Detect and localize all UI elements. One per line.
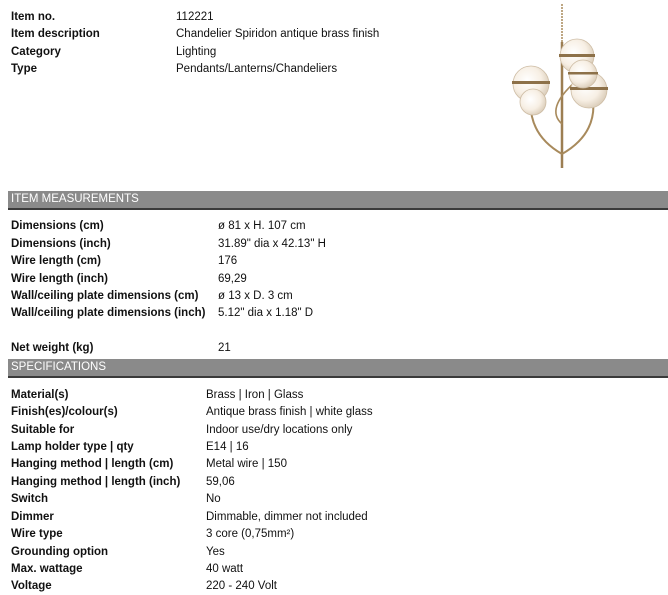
- spec-label: Switch: [11, 493, 49, 505]
- spec-label: Finish(es)/colour(s): [11, 406, 118, 418]
- spec-label: Max. wattage: [11, 563, 83, 575]
- spec-label: Grounding option: [11, 546, 109, 558]
- net-weight-row: [11, 340, 661, 357]
- spec-value: 220 - 240 Volt: [206, 580, 277, 592]
- measurement-label: Dimensions (inch): [11, 238, 111, 250]
- spec-row: [11, 491, 661, 508]
- spec-value: Indoor use/dry locations only: [206, 424, 353, 436]
- spec-row: [11, 509, 661, 526]
- spec-row: [11, 544, 661, 561]
- info-label: Item description: [11, 28, 100, 40]
- spec-row: [11, 456, 661, 473]
- spec-value: No: [206, 493, 221, 505]
- info-value: Lighting: [176, 46, 217, 58]
- measurement-label: Dimensions (cm): [11, 220, 104, 232]
- measurement-label: Wall/ceiling plate dimensions (cm): [11, 290, 199, 302]
- section-divider: [8, 376, 668, 378]
- measurement-value: 69,29: [218, 273, 247, 285]
- spec-value: Antique brass finish | white glass: [206, 406, 373, 418]
- spec-row: [11, 387, 661, 404]
- spec-value: E14 | 16: [206, 441, 249, 453]
- spec-value: 59,06: [206, 476, 235, 488]
- info-value: Pendants/Lanterns/Chandeliers: [176, 63, 338, 75]
- info-label: Item no.: [11, 11, 56, 23]
- measurement-row: [11, 218, 661, 235]
- net-weight-value: 21: [218, 342, 231, 354]
- measurement-row: [11, 253, 661, 270]
- measurement-row: [11, 271, 661, 288]
- spec-row: [11, 422, 661, 439]
- section-divider: [8, 208, 668, 210]
- measurement-value: 5.12" dia x 1.18" D: [218, 307, 314, 319]
- spec-label: Voltage: [11, 580, 52, 592]
- measurement-label: Wire length (cm): [11, 255, 101, 267]
- spec-row: [11, 561, 661, 578]
- spec-label: Dimmer: [11, 511, 54, 523]
- spec-row: [11, 526, 661, 543]
- section-header-measurements: ITEM MEASUREMENTS: [8, 191, 668, 208]
- spec-value: Brass | Iron | Glass: [206, 389, 304, 401]
- spec-value: 3 core (0,75mm²): [206, 528, 295, 540]
- chandelier-product-photo: [505, 4, 615, 170]
- spec-row: [11, 474, 661, 491]
- spec-label: Wire type: [11, 528, 63, 540]
- spec-row: [11, 439, 661, 456]
- spec-label: Hanging method | length (cm): [11, 458, 174, 470]
- measurement-value: ø 13 x D. 3 cm: [218, 290, 293, 302]
- spec-row: [11, 578, 661, 595]
- measurement-row: [11, 305, 661, 322]
- info-value: 112221: [176, 11, 214, 23]
- spec-label: Material(s): [11, 389, 69, 401]
- section-header-specifications: SPECIFICATIONS: [8, 359, 668, 376]
- spec-value: Metal wire | 150: [206, 458, 287, 470]
- measurement-value: ø 81 x H. 107 cm: [218, 220, 306, 232]
- spec-value: Dimmable, dimmer not included: [206, 511, 368, 523]
- info-value: Chandelier Spiridon antique brass finish: [176, 28, 380, 40]
- net-weight-label: Net weight (kg): [11, 342, 94, 354]
- info-label: Type: [11, 63, 37, 75]
- measurement-label: Wall/ceiling plate dimensions (inch): [11, 307, 206, 319]
- measurement-row: [11, 236, 661, 253]
- spec-label: Suitable for: [11, 424, 75, 436]
- spec-value: 40 watt: [206, 563, 244, 575]
- spec-label: Lamp holder type | qty: [11, 441, 134, 453]
- spec-row: [11, 404, 661, 421]
- measurement-value: 176: [218, 255, 238, 267]
- measurement-value: 31.89" dia x 42.13" H: [218, 238, 326, 250]
- spec-label: Hanging method | length (inch): [11, 476, 181, 488]
- measurement-row: [11, 288, 661, 305]
- spec-value: Yes: [206, 546, 225, 558]
- measurement-label: Wire length (inch): [11, 273, 109, 285]
- info-label: Category: [11, 46, 61, 58]
